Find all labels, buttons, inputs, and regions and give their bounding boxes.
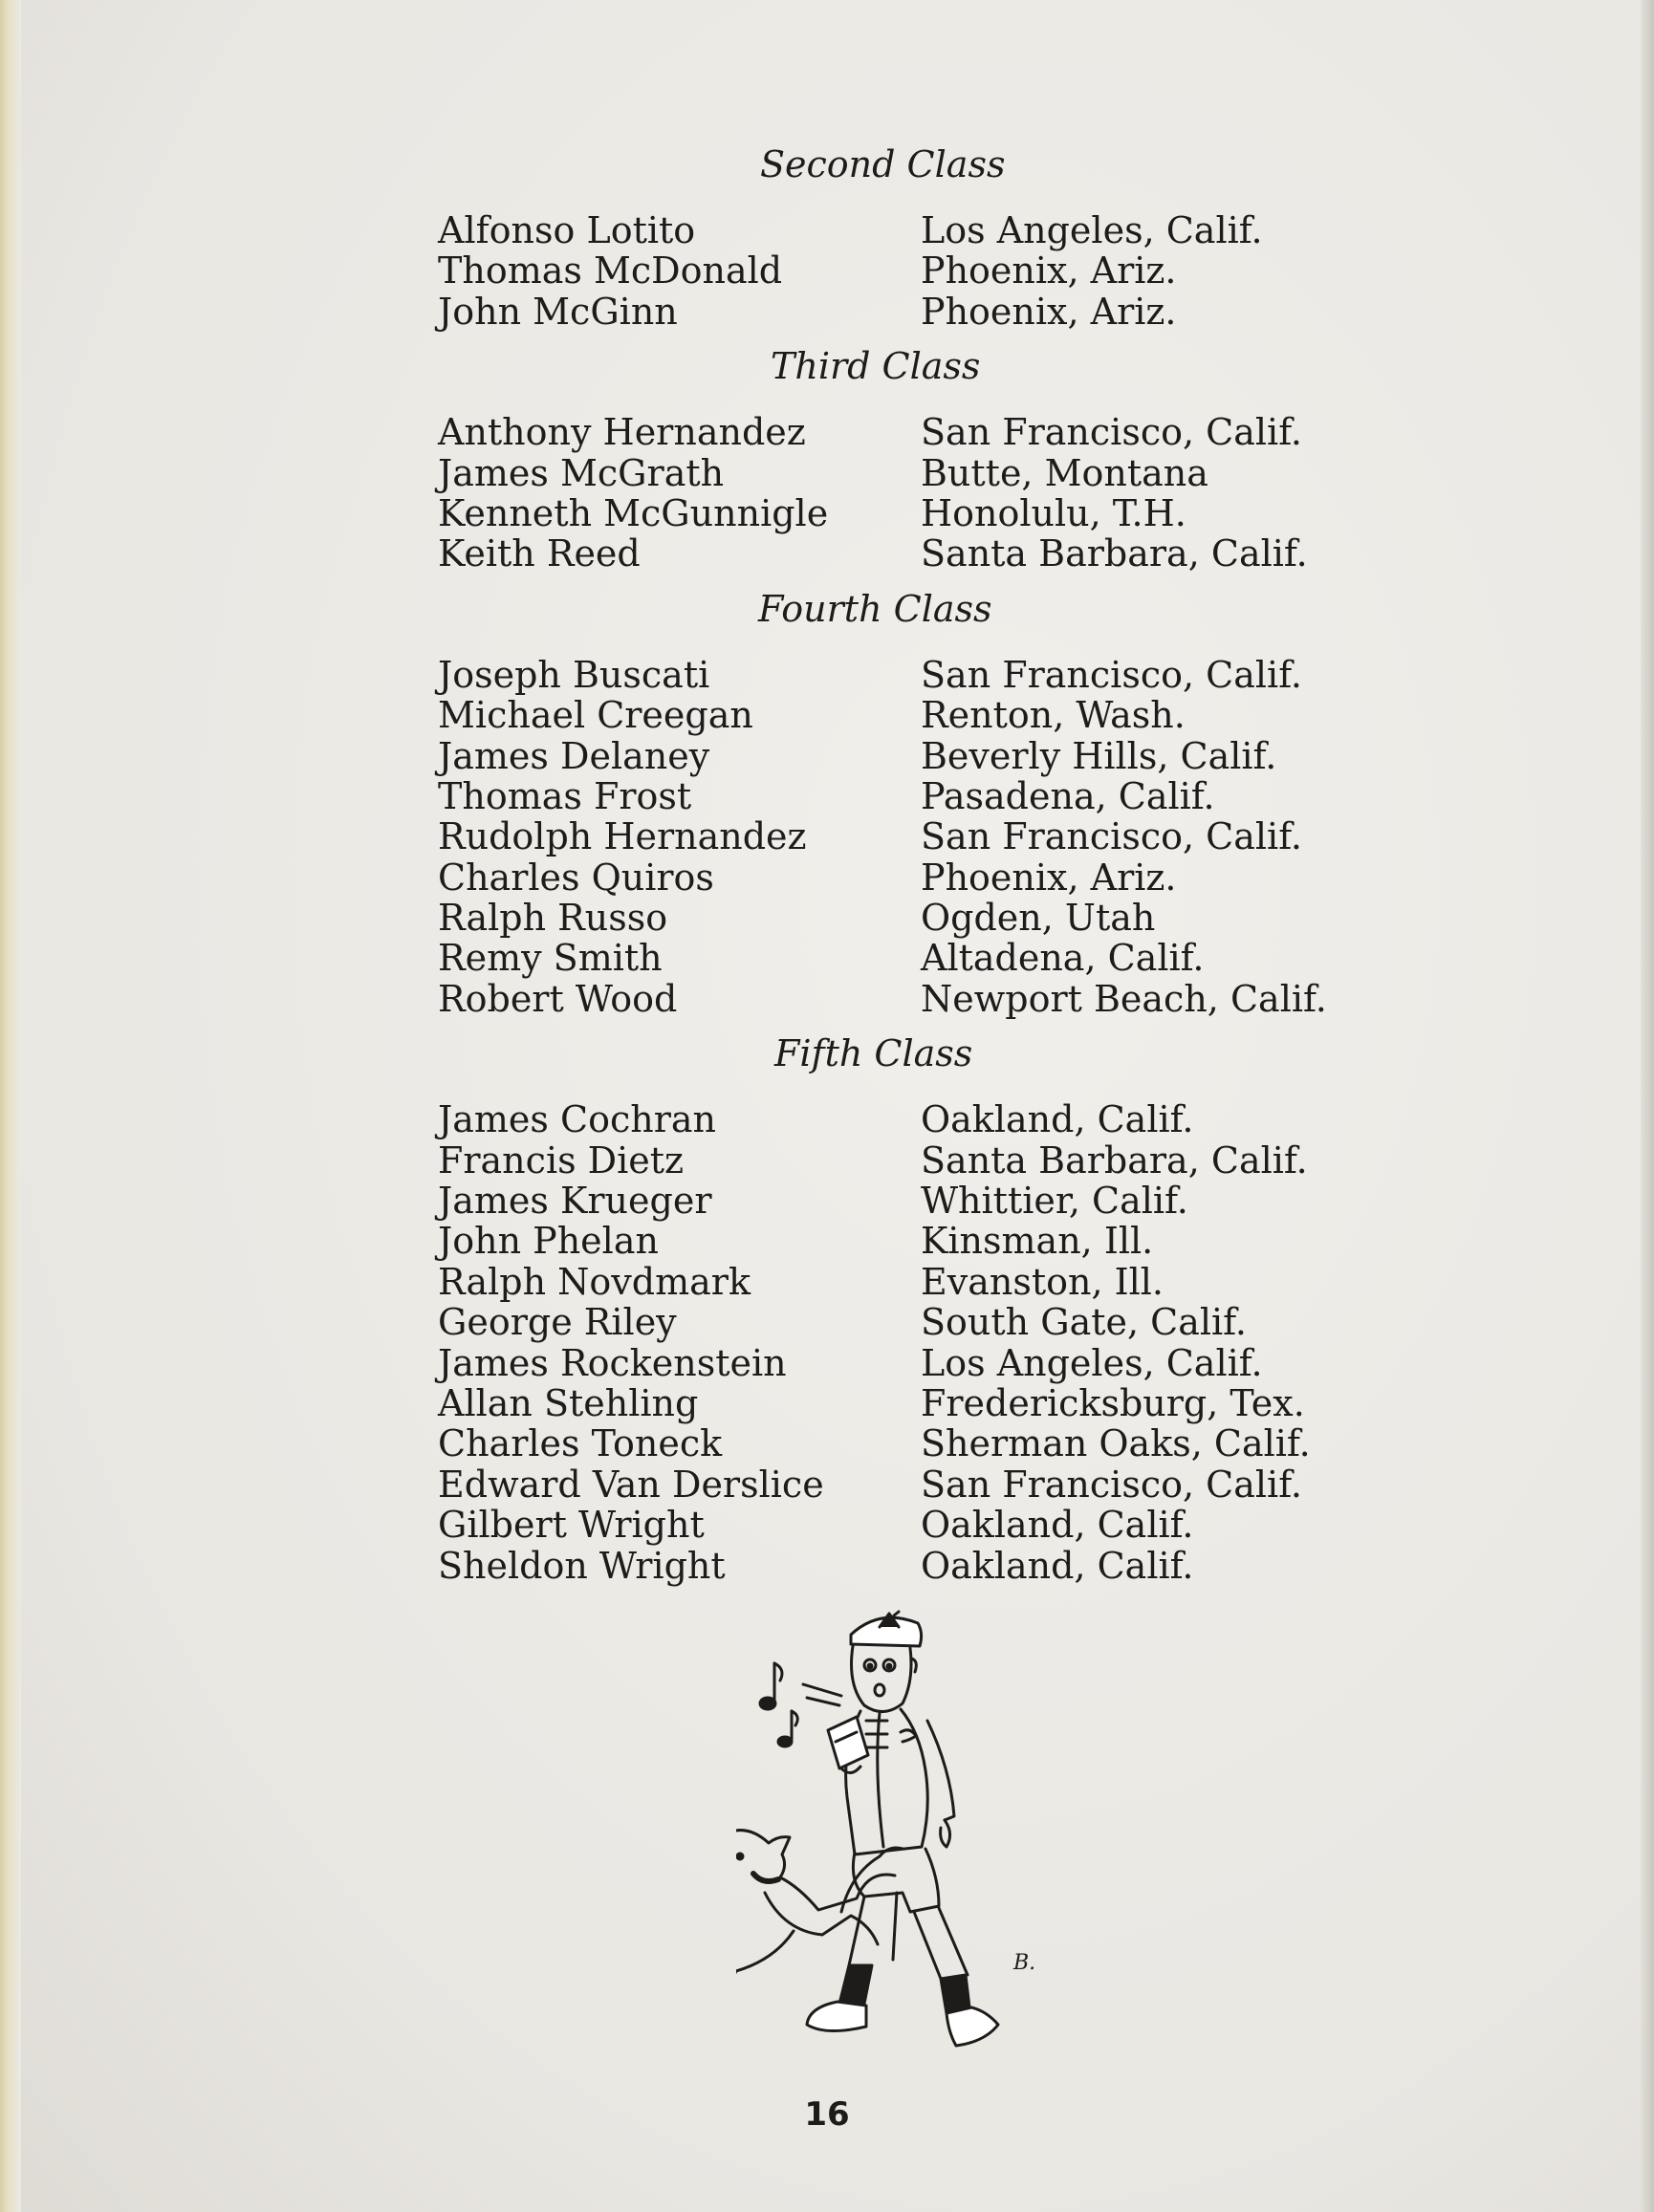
student-hometown: Los Angeles, Calif. bbox=[921, 209, 1263, 251]
student-name: Alfonso Lotito bbox=[438, 209, 696, 251]
roster-entry bbox=[438, 1221, 1356, 1261]
student-name: James Krueger bbox=[438, 1180, 712, 1223]
roster-entry bbox=[438, 1099, 1356, 1139]
student-name: Francis Dietz bbox=[438, 1139, 685, 1182]
student-name: Ralph Novdmark bbox=[438, 1260, 751, 1303]
roster-entry bbox=[438, 776, 1356, 816]
student-hometown: Oakland, Calif. bbox=[921, 1098, 1194, 1141]
roster-entry bbox=[438, 533, 1356, 574]
student-name: Robert Wood bbox=[438, 977, 678, 1020]
student-name: Allan Stehling bbox=[438, 1381, 699, 1424]
student-name: George Riley bbox=[438, 1301, 677, 1344]
student-name: Sheldon Wright bbox=[438, 1544, 726, 1587]
student-hometown: Ogden, Utah bbox=[921, 897, 1156, 940]
student-hometown: Santa Barbara, Calif. bbox=[921, 1139, 1308, 1182]
student-hometown: Newport Beach, Calif. bbox=[921, 977, 1327, 1020]
student-hometown: Phoenix, Ariz. bbox=[921, 290, 1177, 333]
student-name: John McGinn bbox=[438, 290, 678, 333]
roster-entry bbox=[438, 1505, 1356, 1545]
roster-entry bbox=[438, 655, 1356, 695]
student-hometown: South Gate, Calif. bbox=[921, 1301, 1247, 1344]
roster-entry bbox=[438, 412, 1356, 452]
roster-entry bbox=[438, 250, 1356, 291]
roster-entry bbox=[438, 1302, 1356, 1342]
roster-entry bbox=[438, 898, 1356, 938]
student-hometown: San Francisco, Calif. bbox=[921, 1463, 1302, 1506]
student-name: James Cochran bbox=[438, 1098, 716, 1141]
student-name: Anthony Hernandez bbox=[438, 411, 806, 454]
student-name: Keith Reed bbox=[438, 532, 641, 575]
student-name: Joseph Buscati bbox=[438, 653, 710, 696]
section-fourth-class bbox=[438, 588, 1356, 1020]
dog-icon bbox=[736, 1831, 903, 1990]
student-hometown: Fredericksburg, Tex. bbox=[921, 1381, 1305, 1424]
roster-entry bbox=[438, 292, 1356, 332]
artist-signature: B. bbox=[1013, 1951, 1036, 1975]
roster-entry bbox=[438, 1140, 1356, 1181]
student-hometown: Oakland, Calif. bbox=[921, 1504, 1194, 1547]
roster-entry bbox=[438, 736, 1356, 776]
student-hometown: Renton, Wash. bbox=[921, 694, 1186, 737]
roster-entry bbox=[438, 816, 1356, 857]
section-title: Third Class bbox=[771, 345, 981, 388]
student-name: Kenneth McGunnigle bbox=[438, 491, 829, 534]
student-name: Thomas Frost bbox=[438, 774, 692, 817]
student-hometown: Phoenix, Ariz. bbox=[921, 249, 1177, 293]
roster-entry bbox=[438, 1343, 1356, 1383]
student-hometown: Evanston, Ill. bbox=[921, 1260, 1164, 1303]
student-hometown: Altadena, Calif. bbox=[921, 937, 1205, 980]
student-hometown: Honolulu, T.H. bbox=[921, 491, 1186, 534]
student-name: Gilbert Wright bbox=[438, 1504, 705, 1547]
student-name: James McGrath bbox=[438, 451, 725, 494]
boy-and-dog-illustration bbox=[736, 1606, 1080, 2084]
student-name: Remy Smith bbox=[438, 937, 663, 980]
section-second-class bbox=[438, 143, 1356, 332]
roster-entry bbox=[438, 453, 1356, 493]
student-name: James Rockenstein bbox=[438, 1341, 787, 1384]
roster-entry bbox=[438, 493, 1356, 533]
section-title: Second Class bbox=[760, 143, 1006, 185]
student-hometown: Butte, Montana bbox=[921, 451, 1208, 494]
page-edge bbox=[1641, 0, 1654, 2212]
student-name: Rudolph Hernandez bbox=[438, 815, 807, 858]
student-hometown: San Francisco, Calif. bbox=[921, 411, 1302, 454]
section-third-class bbox=[438, 345, 1356, 575]
roster-entry bbox=[438, 1546, 1356, 1586]
student-name: Michael Creegan bbox=[438, 694, 753, 737]
class-roster bbox=[438, 143, 1356, 1599]
roster-entry bbox=[438, 695, 1356, 735]
roster-entry bbox=[438, 210, 1356, 250]
student-name: Edward Van Derslice bbox=[438, 1463, 824, 1506]
student-name: John Phelan bbox=[438, 1220, 659, 1263]
student-hometown: Whittier, Calif. bbox=[921, 1180, 1188, 1223]
student-hometown: Los Angeles, Calif. bbox=[921, 1341, 1263, 1384]
roster-entry bbox=[438, 979, 1356, 1019]
roster-entry bbox=[438, 1181, 1356, 1221]
roster-entry bbox=[438, 1262, 1356, 1302]
roster-entry bbox=[438, 1383, 1356, 1423]
student-hometown: Beverly Hills, Calif. bbox=[921, 734, 1277, 777]
section-title: Fourth Class bbox=[758, 587, 992, 630]
book-spine bbox=[0, 0, 21, 2212]
student-name: Charles Quiros bbox=[438, 856, 714, 899]
roster-entry bbox=[438, 1464, 1356, 1505]
student-name: Charles Toneck bbox=[438, 1422, 723, 1465]
student-hometown: Pasadena, Calif. bbox=[921, 774, 1215, 817]
student-hometown: San Francisco, Calif. bbox=[921, 815, 1302, 858]
roster-entry bbox=[438, 1423, 1356, 1464]
student-hometown: Oakland, Calif. bbox=[921, 1544, 1194, 1587]
student-name: Thomas McDonald bbox=[438, 249, 783, 293]
student-hometown: Santa Barbara, Calif. bbox=[921, 532, 1308, 575]
section-fifth-class bbox=[438, 1032, 1356, 1586]
page-number: 16 bbox=[804, 2095, 850, 2134]
student-name: James Delaney bbox=[438, 734, 710, 777]
roster-entry bbox=[438, 857, 1356, 898]
student-hometown: Phoenix, Ariz. bbox=[921, 856, 1177, 899]
student-name: Ralph Russo bbox=[438, 897, 668, 940]
student-hometown: Kinsman, Ill. bbox=[921, 1220, 1154, 1263]
student-hometown: San Francisco, Calif. bbox=[921, 653, 1302, 696]
student-hometown: Sherman Oaks, Calif. bbox=[921, 1422, 1311, 1465]
roster-entry bbox=[438, 938, 1356, 978]
section-title: Fifth Class bbox=[774, 1032, 973, 1075]
